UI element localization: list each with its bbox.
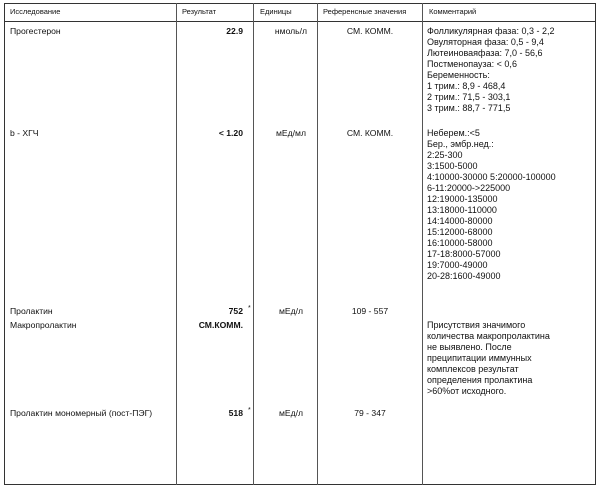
comment-line: 19:7000-49000: [427, 260, 488, 270]
comment-line: 1 трим.: 8,9 - 468,4: [427, 81, 506, 91]
test-name: Макропролактин: [10, 320, 77, 330]
test-name: Прогестерон: [10, 26, 61, 36]
header-result: Результат: [182, 7, 217, 16]
units-value: мЕд/л: [278, 306, 304, 316]
comment-line: комплексов результат: [427, 364, 519, 374]
comment-line: Бер., эмбр.нед.:: [427, 139, 494, 149]
comment-line: 15:12000-68000: [427, 227, 493, 237]
comment-line: Овуляторная фаза: 0,5 - 9,4: [427, 37, 544, 47]
comment-line: 2 трим.: 71,5 - 303,1: [427, 92, 511, 102]
comment-line: 2:25-300: [427, 150, 463, 160]
comment-line: Присутствия значимого: [427, 320, 526, 330]
column-divider: [422, 3, 423, 485]
comment-line: 3 трим.: 88,7 - 771,5: [427, 103, 511, 113]
result-value: СМ.КОММ.: [198, 320, 243, 330]
comment-line: Лютеиноваяфаза: 7,0 - 56,6: [427, 48, 543, 58]
result-value: 518: [228, 408, 243, 418]
abnormal-flag: *: [248, 305, 251, 312]
comment-line: количества макропролактина: [427, 331, 550, 341]
column-divider: [176, 3, 177, 485]
result-value: < 1.20: [218, 128, 243, 138]
header-reference: Референсные значения: [323, 7, 407, 16]
comment-line: 20-28:1600-49000: [427, 271, 501, 281]
reference-value: СМ. КОММ.: [346, 26, 394, 36]
test-name: Пролактин: [10, 306, 53, 316]
reference-value: 79 - 347: [354, 408, 386, 418]
comment-line: Фолликулярная фаза: 0,3 - 2,2: [427, 26, 555, 36]
comment-text: [427, 320, 595, 397]
comment-line: 14:14000-80000: [427, 216, 493, 226]
test-name: b - ХГЧ: [10, 128, 39, 138]
comment-line: >60%от исходного.: [427, 386, 507, 396]
comment-line: 16:10000-58000: [427, 238, 493, 248]
comment-text: [427, 26, 595, 114]
comment-line: Беременность:: [427, 70, 490, 80]
reference-value: 109 - 557: [351, 306, 389, 316]
comment-line: 13:18000-110000: [427, 205, 497, 215]
units-value: нмоль/л: [274, 26, 308, 36]
comment-line: Постменопауза: < 0,6: [427, 59, 517, 69]
comment-line: не выявлено. После: [427, 342, 512, 352]
comment-line: Неберем.:<5: [427, 128, 480, 138]
comment-line: 3:1500-5000: [427, 161, 478, 171]
header-test: Исследование: [10, 7, 61, 16]
header-comment: Комментарий: [429, 7, 477, 16]
comment-line: 17-18:8000-57000: [427, 249, 501, 259]
result-value: 22.9: [226, 26, 243, 36]
test-name: Пролактин мономерный (пост-ПЭГ): [10, 408, 153, 418]
comment-line: 6-11:20000->225000: [427, 183, 511, 193]
abnormal-flag: *: [248, 407, 251, 414]
reference-value: СМ. КОММ.: [346, 128, 394, 138]
comment-line: определения пролактина: [427, 375, 533, 385]
units-value: мЕд/мл: [276, 128, 306, 138]
column-divider: [253, 3, 254, 485]
comment-line: преципитации иммунных: [427, 353, 532, 363]
header-units: Единицы: [260, 7, 292, 16]
result-value: 752: [228, 306, 243, 316]
units-value: мЕд/л: [278, 408, 304, 418]
header-divider: [4, 21, 596, 22]
comment-line: 4:10000-30000 5:20000-100000: [427, 172, 556, 182]
comment-line: 12:19000-135000: [427, 194, 498, 204]
comment-text: [427, 128, 595, 282]
